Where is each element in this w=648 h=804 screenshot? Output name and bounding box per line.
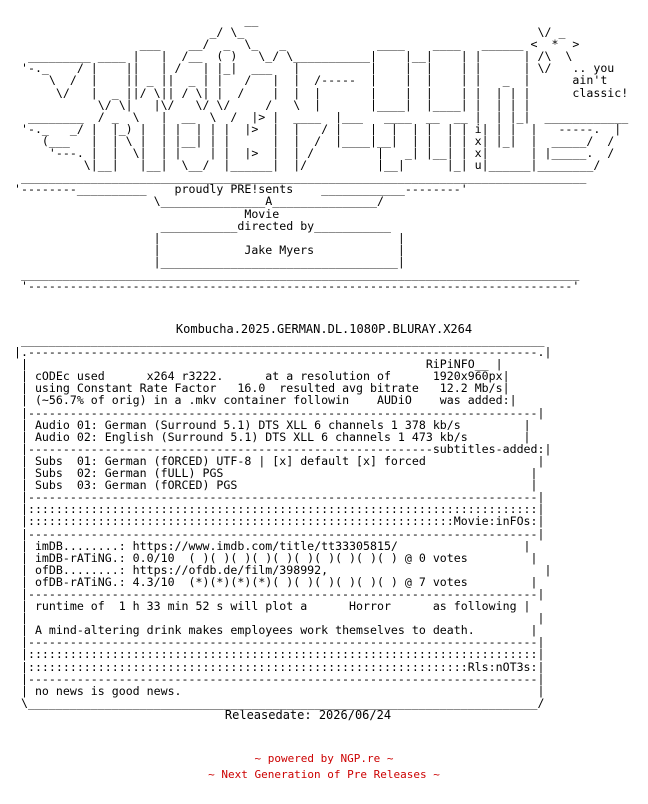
- notes-text: no news is good news.: [34, 683, 182, 698]
- crf-line: using Constant Rate Factor 16.0 resulted avg bitrate 12.2 Mb/s: [34, 381, 503, 396]
- plot-text: A mind-altering drink makes employees work themselves to death.: [34, 623, 475, 638]
- subs-row-2: Subs 02: German (fULL) PGS: [34, 466, 224, 481]
- movie-label: Movie: [244, 206, 280, 221]
- footer-tagline: ~ Next Generation of Pre Releases ~: [208, 768, 440, 781]
- ascii-logo: __ _/ \_ \/ _ ___ __/ _ \_ _ ____ ____ ______ < * > _________ ____ | | /__ ( ) \_/ \___________| |__| | | | /\ \ '-._ / | || | / | |_| ___ | | | | | | | \/ .. you \ / | || _ || _ | | / | | /----- | | | | | _ | ain't \/ | _ ||/ \|| / \| | / | | | | | | | | | | | classic! \/ \| |\/ \/ \/ / \ | |____| |____| | | | | ________ / _ \ | __ \ / |> | ____ |___ ____ __ __ | | |_| ____________ '-._ _/ | |_) | | | | | | |> | | / | | | | | | | i| | | | -----. | (___ | | \ | | |__| | | | | / |____|__| | | | | x| |_| | _____/ / '---. | | \| | | | | |> | | / | _| |__| | x| | |_____. / \|__| |__| \__/ |______| |/ |__| |_| u|______|________/ _________________________________________________________________________________ '--------__________ proudly PRE!sents ____________--------' \_______________A_______________/ Movie ___________directed by___________ | | | Jake Myers | |__________________________________| ________________________________________________________________________________ '------------------------------------------------------------------------------': [14, 13, 629, 294]
- subtitles-header: subtitles-added:: [432, 441, 545, 456]
- subs-row-1: Subs 01: German (fORCED) UTF-8 | [x] default [x] forced: [34, 453, 426, 468]
- ofdb-link[interactable]: ofDB........: https://ofdb.de/film/398992,: [34, 562, 329, 577]
- imdb-link[interactable]: imDB........: https://www.imdb.com/title/tt33305815/: [34, 538, 398, 553]
- footer-powered-by[interactable]: ~ powered by NGP.re ~: [254, 752, 394, 765]
- release-date: Releasedate: 2026/06/24: [224, 708, 392, 722]
- nfo-body: ___________________________________________________________________________ |.-------------------------------------------------------------------------.| | RiPiNFO__ | | cODEc used x264 r3222. at a resolution of 1920x960px| | using Constant Rate Factor 16.0 resulted avg bitrate 12.2 Mb/s| | (~56.7% of orig) in a .mkv container followin AUDiO was added:| |-------------------------------------------------------------------------| | Audio 01: German (Surround 5.1) DTS XLL 6 channels 1 378 kb/s | | Audio 02: English (Surround 5.1) DTS XLL 6 channels 1 473 kb/s | |----------------------------------------------------------subtitles-added:| | Subs 01: German (fORCED) UTF-8 | [x] default [x] forced | | Subs 02: German (fULL) PGS | | Subs 03: German (fORCED) PGS | |-------------------------------------------------------------------------| |:::::::::::::::::::::::::::::::::::::::::::::::::::::::::::::::::::::::::| |:::::::::::::::::::::::::::::::::::::::::::::::::::::::::::::Movie:inFOs:| |-------------------------------------------------------------------------| | imDB........: https://www.imdb.com/title/tt33305815/ | | imDB-rATiNG.: 0.0/10 ( )( )( )( )( )( )( )( )( )( ) @ 0 votes | | ofDB........: https://ofdb.de/film/398992, | | ofDB-rATiNG.: 4.3/10 (*)(*)(*)(*)( )( )( )( )( )( ) @ 7 votes | |-------------------------------------------------------------------------| | runtime of 1 h 33 min 52 s will plot a Horror as following | | | | A mind-altering drink makes employees work themselves to death. | |-------------------------------------------------------------------------| |:::::::::::::::::::::::::::::::::::::::::::::::::::::::::::::::::::::::::| |:::::::::::::::::::::::::::::::::::::::::::::::::::::::::::::::Rls:nOT3s:| |-------------------------------------------------------------------------| | no news is good news. | \_________________________________________________________________________/: [14, 333, 552, 710]
- tagline: proudly PRE!sents: [174, 182, 294, 197]
- runtime-line: runtime of 1 h 33 min 52 s will plot a Horror as following: [34, 599, 517, 614]
- ofdb-rating: ofDB-rATiNG.: 4.3/10 (*)(*)(*)(*)( )( )( )( )( )( ) @ 7 votes: [34, 574, 468, 589]
- notes-header: Rls:nOT3s: [467, 659, 531, 674]
- orig-line: (~56.7% of orig) in a .mkv container followin AUDiO was added:: [34, 393, 510, 408]
- imdb-rating: imDB-rATiNG.: 0.0/10 ( )( )( )( )( )( )( )( )( )( ) @ 0 votes: [34, 550, 468, 565]
- a-label: A: [265, 194, 273, 209]
- director-name: Jake Myers: [244, 242, 315, 257]
- audio-row-1: Audio 01: German (Surround 5.1) DTS XLL 6 channels 1 378 kb/s: [34, 417, 461, 432]
- ripinfo-header: RiPiNFO: [425, 357, 475, 372]
- movieinfo-header: Movie:inFOs:: [453, 514, 538, 529]
- codec-line: cODEc used x264 r3222. at a resolution of 1920x960px: [34, 369, 503, 384]
- side-text-1: .. you: [572, 61, 615, 76]
- side-text-2: ain't: [572, 73, 608, 88]
- side-text-3: classic!: [572, 85, 629, 100]
- release-name: Kombucha.2025.GERMAN.DL.1080P.BLURAY.X264: [175, 322, 473, 336]
- subs-row-3: Subs 03: German (fORCED) PGS: [34, 478, 238, 493]
- audio-row-2: Audio 02: English (Surround 5.1) DTS XLL 6 channels 1 473 kb/s: [34, 429, 468, 444]
- directed-by-label: directed by: [237, 218, 315, 233]
